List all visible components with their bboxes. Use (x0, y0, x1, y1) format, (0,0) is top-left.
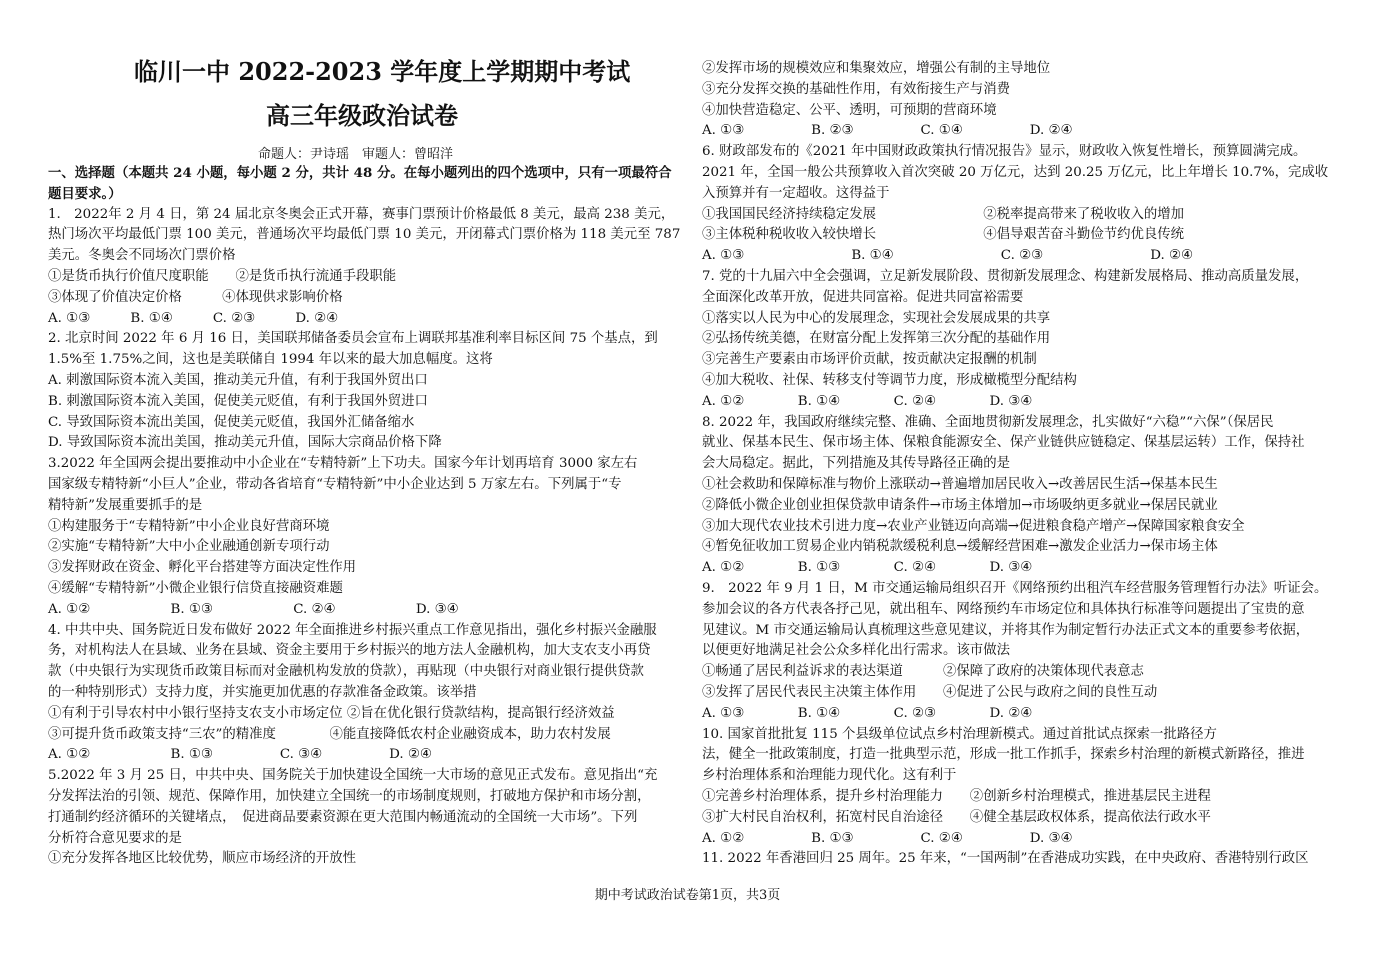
text-line: A. 刺激国际资本流入美国，推动美元升值，有利于我国外贸出口 (48, 373, 428, 388)
text-line: ④缓解“专精特新”小微企业银行信贷直接融资难题 (48, 581, 343, 596)
text-line: A. ①② B. ①④ C. ②④ D. ③④ (702, 393, 1033, 409)
text-line: 见建议。M 市交通运输局认真梳理这些意见建议，并将其作为制定暂行办法正式文本的重要参考依据， (702, 622, 1310, 638)
text-line: ①完善乡村治理体系，提升乡村治理能力 ②创新乡村治理模式，推进基层民主进程 (702, 789, 1211, 804)
text-line: 美元。冬奥会不同场次门票价格 (48, 248, 236, 264)
text-line: A. ①③ B. ①④ C. ②③ D. ②④ (702, 248, 1193, 264)
text-line: 乡村治理体系和治理能力现代化。这有利于 (702, 768, 957, 784)
text-line: ③充分发挥交换的基础性作用，有效衔接生产与消费 (702, 81, 1010, 97)
text-line: A. ①③ B. ①④ C. ②③ D. ②④ (702, 705, 1033, 721)
text-line: A. ①② B. ①③ C. ②④ D. ③④ (702, 560, 1033, 576)
text-line: 一、选择题（本题共 24 小题，每小题 2 分，共计 48 分。在每小题列出的四个选项中，只有一项最符合 (48, 165, 672, 181)
text-line: ②降低小微企业创业担保贷款申请条件→市场主体增加→市场吸纳更多就业→保居民就业 (702, 497, 1218, 513)
text-line: C. 导致国际资本流出美国，促使美元贬值，我国外汇储备缩水 (48, 414, 415, 430)
text-line: 精特新”发展重要抓手的是 (48, 497, 203, 513)
text-line: 全面深化改革开放，促进共同富裕。促进共同富裕需要 (702, 289, 1024, 305)
text-line: 分发挥法治的引领、规范、保障作用，加快建立全国统一的市场制度规则，打破地方保护和市场分割， (48, 789, 651, 804)
text-line: 8. 2022 年，我国政府继续完整、准确、全面地贯彻新发展理念，扎实做好“六稳”“六保”（保居民 (702, 414, 1274, 430)
text-line: ④暂免征收加工贸易企业内销税款缓税利息→缓解经营困难→激发企业活力→保市场主体 (702, 539, 1218, 555)
text-line: 国家级专精特新“小巨人”企业，带动各省培育“专精特新”中小企业达到 5 万家左右。下列属于“专 (48, 477, 622, 492)
text-line: 的一种特别形式）支持力度，并实施更加优惠的存款准备金政策。该举措 (48, 685, 477, 700)
text-line: ③完善生产要素由市场评价贡献，按贡献决定报酬的机制 (702, 352, 1037, 368)
text-line: ②发挥市场的规模效应和集聚效应，增强公有制的主导地位 (702, 61, 1051, 76)
text-line: 会大局稳定。据此，下列措施及其传导路径正确的是 (702, 456, 1010, 472)
text-line: 就业、保基本民生、保市场主体、保粮食能源安全、保产业链供应链稳定、保基层运转）工作，保持社 (702, 435, 1305, 451)
text-line: 1.5%至 1.75%之间，这也是美联储自 1994 年以来的最大加息幅度。这将 (48, 352, 493, 368)
text-line: ③扩大村民自治权利，拓宽村民自治途径 ④健全基层政权体系，提高依法行政水平 (702, 809, 1211, 825)
exam-title: 临川一中 2022-2023 学年度上学期期中考试 (134, 57, 631, 86)
text-line: 法，健全一批政策制度，打造一批典型示范，形成一批工作抓手，探索乡村治理的新模式新路径，推进 (702, 747, 1305, 763)
text-line: A. ①③ B. ②③ C. ①④ D. ②④ (702, 123, 1073, 139)
text-line: A. ①③ B. ①④ C. ②③ D. ②④ (48, 310, 339, 326)
text-line: 10. 国家首批批复 115 个县级单位试点乡村治理新模式。通过首批试点探索一批路径方 (702, 726, 1217, 742)
text-line: ①充分发挥各地区比较优势，顺应市场经济的开放性 (48, 851, 356, 867)
text-line: 11. 2022 年香港回归 25 周年。25 年来，“一国两制”在香港成功实践，在中央政府、香港特别行政区 (702, 851, 1309, 867)
text-line: 参加会议的各方代表各抒己见，就出租车、网络预约车市场定位和具体执行标准等问题提出了宝贵的意 (702, 601, 1305, 617)
text-line: 热门场次平均最低门票 100 美元，普通场次平均最低门票 10 美元，开闭幕式门票价格为 118 美元至 787 (48, 227, 681, 243)
text-line: ③主体税种税收收入较快增长 ④倡导艰苦奋斗勤俭节约优良传统 (702, 227, 1185, 243)
text-line: 入预算并有一定超收。这得益于 (702, 185, 890, 201)
text-line: 6. 财政部发布的《2021 年中国财政政策执行情况报告》显示，财政收入恢复性增长，预算圆满完成。 (702, 144, 1307, 160)
text-line: ④加快营造稳定、公平、透明，可预期的营商环境 (702, 102, 997, 118)
text-line: 题目要求。） (48, 185, 122, 202)
text-line: 款（中央银行为实现货币政策目标而对金融机构发放的贷款），再贴现（中央银行对商业银行提供贷款 (48, 664, 644, 680)
exam-authors: 命题人：尹诗瑶 审题人：曾昭洋 (258, 147, 454, 162)
text-line: ①畅通了居民利益诉求的表达渠道 ②保障了政府的决策体现代表意志 (702, 664, 1144, 680)
text-line: ①构建服务于“专精特新”中小企业良好营商环境 (48, 518, 330, 534)
text-line: 1. 2022年 2 月 4 日，第 24 届北京冬奥会正式开幕，赛事门票预计价格最低 8 美元，最高 238 美元， (48, 206, 675, 222)
text-line: ③加大现代农业技术引进力度→农业产业链迈向高端→促进粮食稳产增产→保障国家粮食安全 (702, 518, 1245, 534)
text-line: 3.2022 年全国两会提出要推动中小企业在“专精特新”上下功夫。国家今年计划再培育 3000 家左右 (48, 456, 638, 472)
text-line: 2. 北京时间 2022 年 6 月 16 日，美国联邦储备委员会宣布上调联邦基准利率目标区间 75 个基点，到 (48, 331, 658, 347)
text-line: ①有利于引导农村中小银行坚持支农支小市场定位 ②旨在优化银行贷款结构，提高银行经济效益 (48, 705, 615, 721)
text-line: ③发挥了居民代表民主决策主体作用 ④促进了公民与政府之间的良性互动 (702, 685, 1158, 700)
text-line: A. ①② B. ①③ C. ③④ D. ②④ (48, 747, 432, 763)
text-line: ②实施“专精特新”大中小企业融通创新专项行动 (48, 539, 330, 555)
text-line: 7. 党的十九届六中全会强调，立足新发展阶段、贯彻新发展理念、构建新发展格局、推动高质量发展， (702, 269, 1309, 284)
text-line: ①落实以人民为中心的发展理念，实现社会发展成果的共享 (702, 310, 1051, 326)
text-line: ④加大税收、社保、转移支付等调节力度，形成橄榄型分配结构 (702, 373, 1077, 388)
text-line: ①是货币执行价值尺度职能 ②是货币执行流通手段职能 (48, 269, 397, 284)
text-line: ①我国国民经济持续稳定发展 ②税率提高带来了税收收入的增加 (702, 206, 1185, 222)
text-line: A. ①② B. ①③ C. ②④ D. ③④ (48, 601, 459, 617)
text-line: 9. 2022 年 9 月 1 日，M 市交通运输局组织召开《网络预约出租汽车经营服务管理暂行办法》听证会。 (702, 581, 1328, 596)
text-line: ③可提升货币政策支持“三农”的精准度 ④能直接降低农村企业融资成本，助力农村发展 (48, 726, 611, 742)
text-line: 分析符合意见要求的是 (48, 830, 182, 846)
text-line: A. ①② B. ①③ C. ②④ D. ③④ (702, 830, 1073, 846)
exam-subtitle: 高三年级政治试卷 (266, 101, 458, 130)
text-line: 以便更好地满足社会公众多样化出行需求。该市做法 (702, 643, 1010, 659)
text-line: 打通制约经济循环的关键堵点， 促进商品要素资源在更大范围内畅通流动的全国统一大市场”。下列 (48, 809, 638, 825)
text-line: 5.2022 年 3 月 25 日，中共中央、国务院关于加快建设全国统一大市场的意见正式发布。意见指出“充 (48, 768, 658, 784)
text-line: ③发挥财政在资金、孵化平台搭建等方面决定性作用 (48, 560, 356, 576)
text-line: D. 导致国际资本流出美国，推动美元升值，国际大宗商品价格下降 (48, 435, 442, 451)
page-footer: 期中考试政治试卷第1页，共3页 (594, 888, 781, 903)
text-line: B. 刺激国际资本流入美国，促使美元贬值，有利于我国外贸进口 (48, 393, 428, 409)
text-line: 4. 中共中央、国务院近日发布做好 2022 年全面推进乡村振兴重点工作意见指出，强化乡村振兴金融服 (48, 622, 657, 638)
text-line: ①社会救助和保障标准与物价上涨联动→普遍增加居民收入→改善居民生活→保基本民生 (702, 477, 1218, 492)
text-line: 2021 年，全国一般公共预算收入首次突破 20 万亿元，达到 20.25 万亿元，比上年增长 10.7%，完成收 (702, 165, 1329, 180)
text-line: ③体现了价值决定价格 ④体现供求影响价格 (48, 289, 343, 305)
text-line: 务，对机构法人在县域、业务在县域、资金主要用于乡村振兴的地方法人金融机构，加大支农支小再贷 (48, 643, 651, 659)
text-line: ②弘扬传统美德，在财富分配上发挥第三次分配的基础作用 (702, 331, 1051, 347)
